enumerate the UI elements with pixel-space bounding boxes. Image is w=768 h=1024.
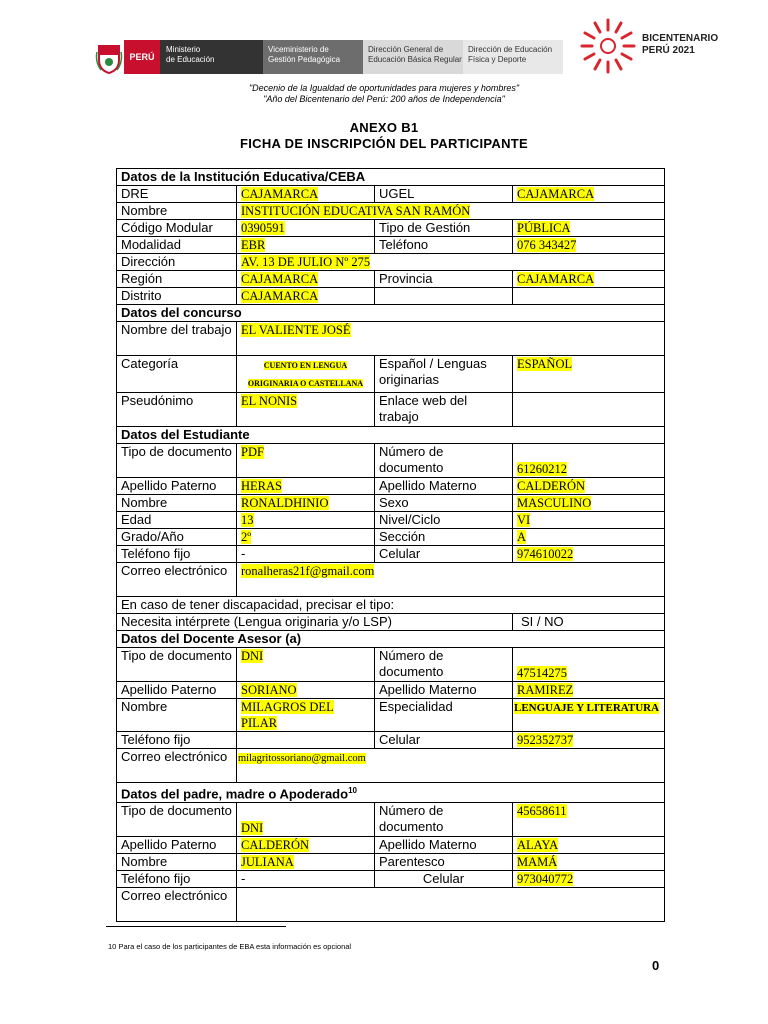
ap-materno-label: Apellido Materno [375,837,513,854]
ap-materno-field[interactable]: CALDERÓN [513,478,665,495]
page-number: 0 [652,958,660,973]
tel-fijo-label: Teléfono fijo [117,732,237,749]
categoria-label: Categoría [117,356,237,393]
decree-line-2: "Año del Bicentenario del Perú: 200 años de Independencia" [263,94,505,104]
enlace-field[interactable] [513,393,665,427]
section-institucion [117,169,665,186]
interprete-field[interactable]: SI / NO [513,614,665,631]
seccion-label: Sección [375,529,513,546]
celular-label: Celular [375,546,513,563]
nombre-field[interactable]: RONALDHINIO [237,495,375,512]
nombre-ie-field[interactable]: INSTITUCIÓN EDUCATIVA SAN RAMÓN [237,203,665,220]
gestion-label: Tipo de Gestión [375,220,513,237]
ap-paterno-field[interactable]: SORIANO [237,682,375,699]
tel-fijo-label: Teléfono fijo [117,871,237,888]
celular-field[interactable]: 974610022 [513,546,665,563]
bicentenario-label: BICENTENARIO PERÚ 2021 [642,33,719,56]
correo-label: Correo electrónico [117,749,237,783]
edad-field[interactable]: 13 [237,512,375,529]
lengua-field[interactable]: ESPAÑOL [513,356,665,393]
categoria-field[interactable]: CUENTO EN LENGUA ORIGINARIA O CASTELLANA [237,356,375,393]
section-heading: Datos del Estudiante [117,427,665,444]
section-heading: Datos de la Institución Educativa/CEBA [117,169,665,186]
section-estudiante [117,427,665,444]
nombre-label: Nombre [117,854,237,871]
pseudonimo-field[interactable]: EL NONIS [237,393,375,427]
ap-materno-field[interactable]: RAMIREZ [513,682,665,699]
ap-paterno-label: Apellido Paterno [117,478,237,495]
correo-field[interactable] [237,888,665,922]
correo-label: Correo electrónico [117,888,237,922]
celular-label: Celular [375,871,513,888]
tipo-doc-label: Tipo de documento [117,803,237,837]
lengua-label: Español / Lenguas originarias [375,356,513,393]
section-heading: Datos del padre, madre o Apoderado$^{10}$ [117,783,665,803]
footnote-divider [106,926,286,927]
nombre-trabajo-field[interactable]: EL VALIENTE JOSÉ [237,322,665,356]
section-heading: Datos del concurso [117,305,665,322]
enlace-label: Enlace web del trabajo [375,393,513,427]
registration-form [116,168,665,922]
ap-paterno-field[interactable]: CALDERÓN [237,837,375,854]
section-docente [117,631,665,648]
tipo-doc-label: Tipo de documento [117,444,237,478]
tipo-doc-label: Tipo de documento [117,648,237,682]
discapacidad-field[interactable]: En caso de tener discapacidad, precisar el tipo: [117,597,665,614]
nivel-label: Nivel/Ciclo [375,512,513,529]
region-field[interactable]: CAJAMARCA [237,271,375,288]
section-heading: Datos del Docente Asesor (a) [117,631,665,648]
provincia-label: Provincia [375,271,513,288]
bicentenario-logo-icon [578,16,638,76]
num-doc-label: Número de documento [375,803,513,837]
peru-badge: PERÚ [124,40,160,74]
distrito-label: Distrito [117,288,237,305]
provincia-field[interactable]: CAJAMARCA [513,271,665,288]
celular-label: Celular [375,732,513,749]
tel-fijo-label: Teléfono fijo [117,546,237,563]
correo-field[interactable]: milagritossoriano@gmail.com [237,749,665,783]
direccion-field[interactable]: AV. 13 DE JULIO Nº 275 [237,254,665,271]
parentesco-field[interactable]: MAMÁ [513,854,665,871]
ap-paterno-field[interactable]: HERAS [237,478,375,495]
tel-fijo-field[interactable] [237,732,375,749]
ap-materno-field[interactable]: ALAYA [513,837,665,854]
footnote: 10 Para el caso de los participantes de EBA esta información es opcional [108,942,352,951]
num-doc-field[interactable]: 47514275 [513,648,665,682]
distrito-field[interactable]: CAJAMARCA [237,288,375,305]
codigo-label: Código Modular [117,220,237,237]
grado-label: Grado/Año [117,529,237,546]
ap-paterno-label: Apellido Paterno [117,837,237,854]
nombre-field[interactable]: MILAGROS DEL PILAR [237,699,375,732]
celular-field[interactable]: 973040772 [513,871,665,888]
especialidad-field[interactable]: LENGUAJE Y LITERATURA [513,699,665,732]
ugel-label: UGEL [375,186,513,203]
ap-paterno-label: Apellido Paterno [117,682,237,699]
tipo-doc-field[interactable]: DNI [237,803,375,837]
interprete-label: Necesita intérprete (Lengua originaria y/o LSP) [117,614,513,631]
nivel-field[interactable]: VI [513,512,665,529]
tel-fijo-field[interactable]: - [237,871,375,888]
dgebr-label: Dirección General de Educación Básica Regular [363,40,463,74]
pseudonimo-label: Pseudónimo [117,393,237,427]
edad-label: Edad [117,512,237,529]
modalidad-field[interactable]: EBR [237,237,375,254]
num-doc-label: Número de documento [375,444,513,478]
dre-label: DRE [117,186,237,203]
sexo-field[interactable]: MASCULINO [513,495,665,512]
correo-label: Correo electrónico [117,563,237,597]
decree-line-1: "Decenio de la Igualdad de oportunidades para mujeres y hombres" [248,83,520,93]
ministerio-label: Ministerio de Educación [160,40,263,74]
viceministerio-label: Viceministerio de Gestión Pedagógica [263,40,363,74]
nombre-label: Nombre [117,699,237,732]
telefono-ie-label: Teléfono [375,237,513,254]
seccion-field[interactable]: A [513,529,665,546]
num-doc-field[interactable]: 45658611 [513,803,665,837]
num-doc-field[interactable]: 61260212 [513,444,665,478]
direccion-label: Dirección [117,254,237,271]
section-concurso [117,305,665,322]
telefono-ie-field[interactable]: 076 343427 [513,237,665,254]
nombre-label: Nombre [117,495,237,512]
tipo-doc-field[interactable]: PDF [237,444,375,478]
grado-field[interactable]: 2º [237,529,375,546]
modalidad-label: Modalidad [117,237,237,254]
ap-materno-label: Apellido Materno [375,682,513,699]
ap-materno-label: Apellido Materno [375,478,513,495]
correo-field[interactable]: ronalheras21f@gmail.com [237,563,665,597]
celular-field[interactable]: 952352737 [513,732,665,749]
parentesco-label: Parentesco [375,854,513,871]
sexo-label: Sexo [375,495,513,512]
tel-fijo-field[interactable]: - [237,546,375,563]
annex-title: ANEXO B1 [349,120,419,135]
section-apoderado [117,783,665,803]
nombre-ie-label: Nombre [117,203,237,220]
dre-field[interactable]: CAJAMARCA [237,186,375,203]
codigo-field[interactable]: 0390591 [237,220,375,237]
nombre-trabajo-label: Nombre del trabajo [117,322,237,356]
nombre-field[interactable]: JULIANA [237,854,375,871]
ugel-field[interactable]: CAJAMARCA [513,186,665,203]
region-label: Región [117,271,237,288]
gestion-field[interactable]: PÚBLICA [513,220,665,237]
peru-shield-icon [95,42,123,74]
form-title: FICHA DE INSCRIPCIÓN DEL PARTICIPANTE [240,136,528,151]
num-doc-label: Número de documento [375,648,513,682]
tipo-doc-field[interactable]: DNI [237,648,375,682]
defd-label: Dirección de Educación Física y Deporte [463,40,563,74]
footnote-ref: 10 [348,786,357,795]
especialidad-label: Especialidad [375,699,513,732]
